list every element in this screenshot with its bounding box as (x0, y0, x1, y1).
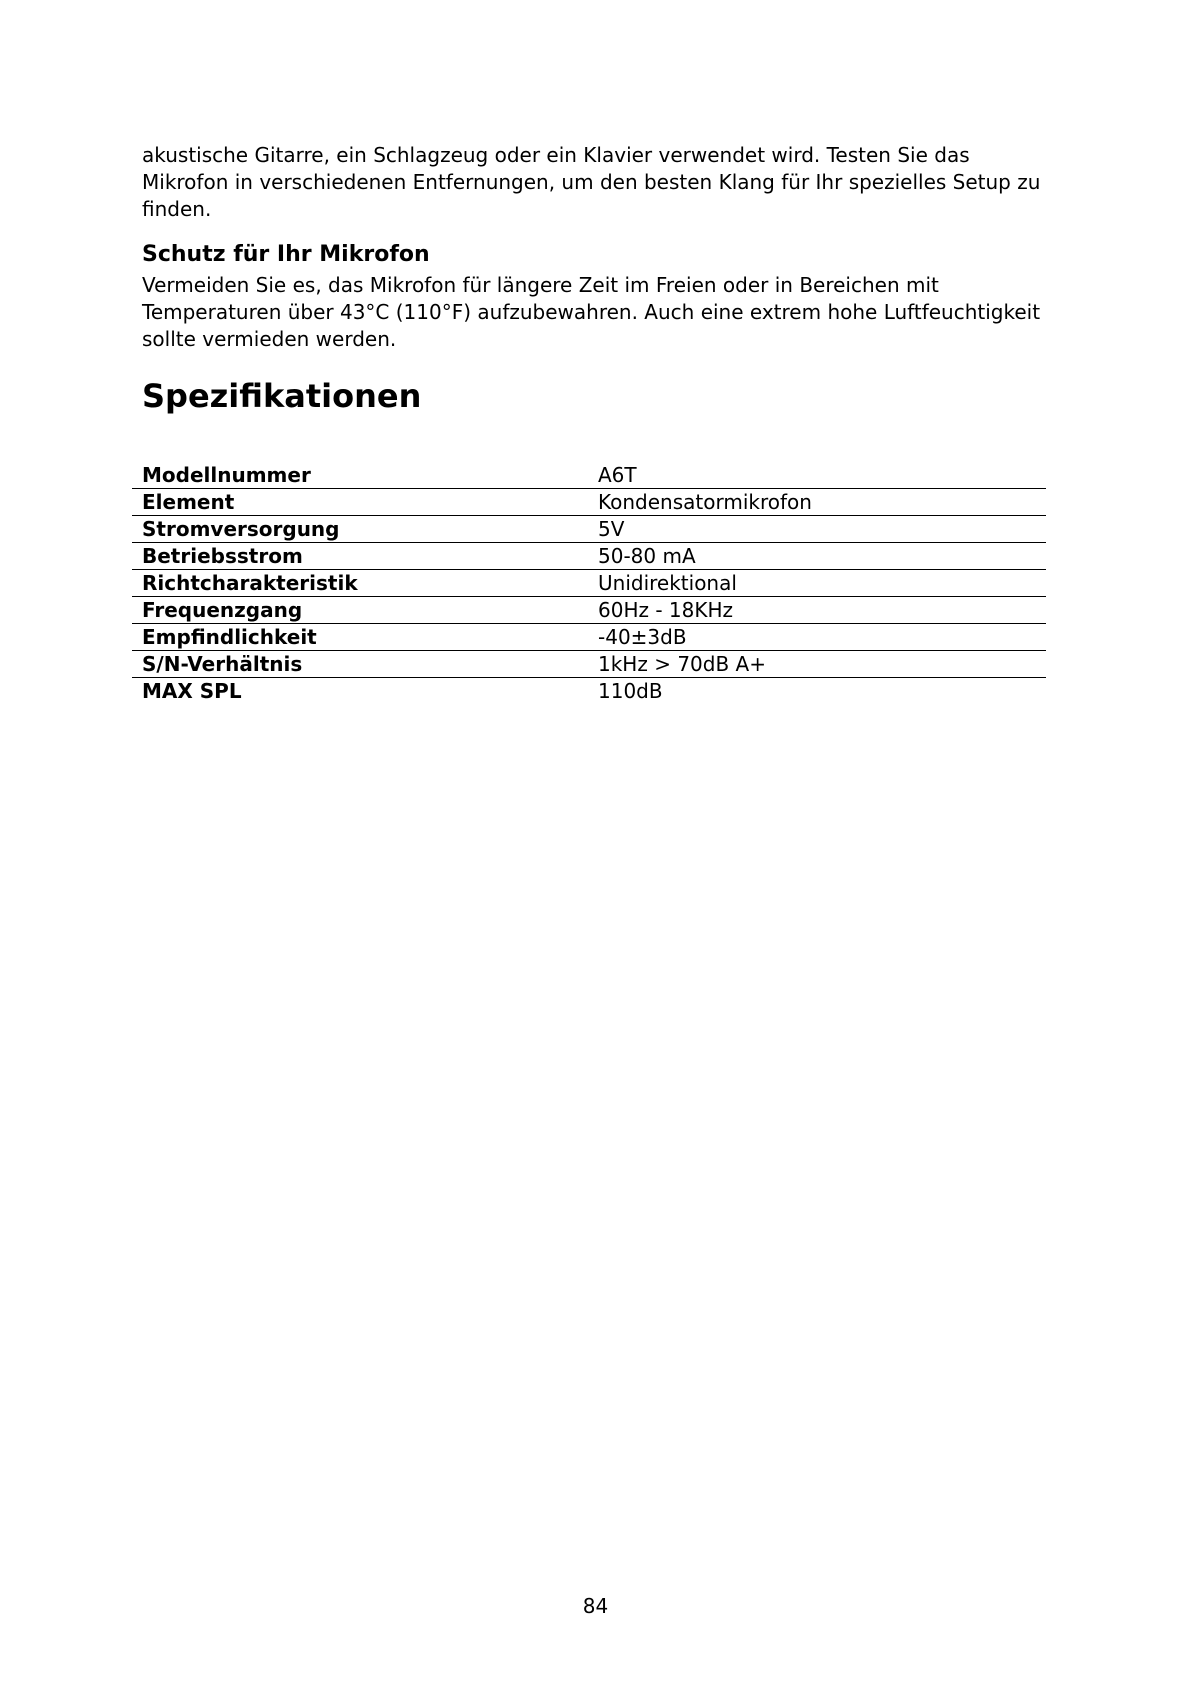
table-row (132, 462, 1046, 489)
spec-value: Unidirektional (588, 570, 1046, 597)
spec-label: MAX SPL (132, 678, 588, 705)
table-row (132, 597, 1046, 624)
spec-label: Element (132, 489, 588, 516)
table-row (132, 489, 1046, 516)
table-row (132, 651, 1046, 678)
spec-value: Kondensatormikrofon (588, 489, 1046, 516)
spec-value: 60Hz - 18KHz (588, 597, 1046, 624)
specs-heading: Spezifikationen (142, 377, 422, 415)
intro-paragraph: akustische Gitarre, ein Schlagzeug oder ein Klavier verwendet wird. Testen Sie das Mikrofon in verschiedenen Entfernungen, um den besten Klang für Ihr spezielles Setup zu finden. (142, 143, 1041, 221)
page-number: 84 (582, 1594, 609, 1618)
table-row (132, 570, 1046, 597)
specs-table (132, 462, 1046, 704)
spec-value: 50-80 mA (588, 543, 1046, 570)
spec-value: A6T (598, 463, 637, 487)
protection-paragraph: Vermeiden Sie es, das Mikrofon für längere Zeit im Freien oder in Bereichen mit Temperaturen über 43°C (110°F) aufzubewahren. Auch eine extrem hohe Luftfeuchtigkeit sollte vermieden werden. (142, 273, 1041, 351)
spec-label: Betriebsstrom (132, 543, 588, 570)
spec-label: Richtcharakteristik (132, 570, 588, 597)
table-row (132, 543, 1046, 570)
spec-label: Frequenzgang (132, 597, 588, 624)
table-row (132, 516, 1046, 543)
table-row (132, 624, 1046, 651)
spec-label: Modellnummer (142, 463, 311, 487)
spec-value: -40±3dB (588, 624, 1046, 651)
spec-value: 1kHz > 70dB A+ (588, 651, 1046, 678)
spec-label: Empfindlichkeit (132, 624, 588, 651)
protection-heading: Schutz für Ihr Mikrofon (142, 242, 430, 267)
table-row (132, 678, 1046, 705)
spec-label: Stromversorgung (132, 516, 588, 543)
spec-label: S/N-Verhältnis (132, 651, 588, 678)
spec-value: 110dB (588, 678, 1046, 705)
spec-value: 5V (588, 516, 1046, 543)
